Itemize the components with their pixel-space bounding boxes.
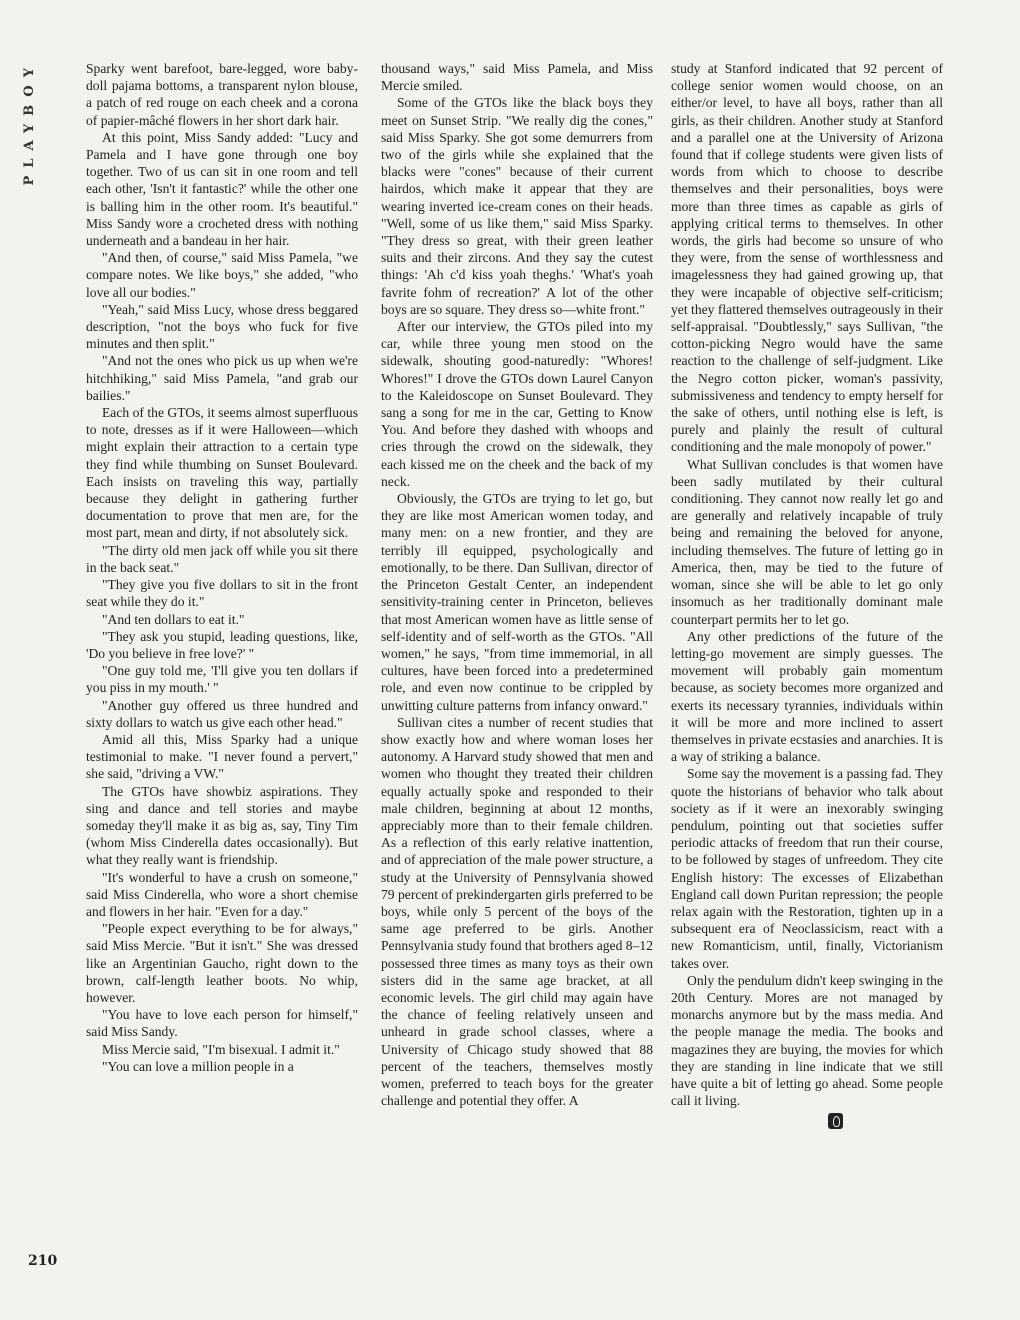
paragraph: "It's wonderful to have a crush on someone," said Miss Cinderella, who wore a short chemise and flowers in her hair. "Even for a day." xyxy=(86,869,358,919)
article-column-2 xyxy=(381,60,653,1109)
paragraph: Miss Mercie said, "I'm bisexual. I admit it." xyxy=(102,1041,340,1057)
paragraph: "Another guy offered us three hundred and sixty dollars to watch us give each other head." xyxy=(86,697,358,730)
paragraph: "And not the ones who pick us up when we're hitchhiking," said Miss Pamela, "and grab our bailies." xyxy=(86,353,358,403)
rabbit-end-mark-icon xyxy=(828,1113,843,1129)
article-column-1 xyxy=(86,60,358,1075)
paragraph: "People expect everything to be for always," said Miss Mercie. "But it isn't." She was dressed like an Argentinian Gaucho, right down to the brown, calf-length leather boots. No whip, however. xyxy=(86,921,358,1005)
paragraph: Only the pendulum didn't keep swinging in the 20th Century. Mores are not managed by monarchs anymore but by the mass media. And the people manage the media. The books and magazines they are buying, the movies for which they are standing in line indicate that we still have quite a bit of letting go ahead. Some people call it living. xyxy=(671,972,943,1109)
paragraph: What Sullivan concludes is that women have been sadly mutilated by their cultural conditioning. They cannot now really let go and are generally and relatively incapable of truly being and remaining the beloved for anyone, including themselves. The future of letting go in America, then, may be tied to the future of woman, since she will be able to let go only insomuch as her traditionally dominant male counterpart permits her to let go. xyxy=(671,456,943,627)
paragraph: The GTOs have showbiz aspirations. They sing and dance and tell stories and maybe someday they'll make it as big as, say, Tiny Tim (whom Miss Cinderella dates occasionally). But what they really want is friendship. xyxy=(86,783,358,868)
paragraph: thousand ways," said Miss Pamela, and Miss Mercie smiled. xyxy=(381,61,653,94)
article-column-3 xyxy=(671,60,943,1131)
paragraph: "You can love a million people in a xyxy=(102,1058,294,1074)
paragraph: Amid all this, Miss Sparky had a unique testimonial to make. "I never found a pervert," she said, "driving a VW." xyxy=(86,731,358,782)
paragraph: "One guy told me, 'I'll give you ten dollars if you piss in my mouth.' " xyxy=(86,663,358,696)
paragraph: Any other predictions of the future of the letting-go movement are simply guesses. The movement will probably gain momentum because, as society becomes more organized and exerts its necessary tyrannies, individuals within it will be more and more inclined to assert themselves in private ecstasies and anarchies. It is a way of striking a balance. xyxy=(671,628,943,765)
paragraph: Obviously, the GTOs are trying to let go, but they are like most American women today, and many men: on a new frontier, and they are terribly ill equipped, psychologically and emotionally, to be there. Dan Sullivan, director of the Princeton Gestalt Center, an independent sensitivity-training center in Princeton, believes that most American women have as little sense of self-identity and of self-worth as the GTOs. "All women," he says, "from time immemorial, in all cultures, have been forced into a predetermined role, and even now continue to be crippled by unwitting culture patterns from infancy onward." xyxy=(381,491,653,713)
paragraph: After our interview, the GTOs piled into my car, while three young men stood on the sidewalk, shouting good-naturedly: "Whores! Whores!" I drove the GTOs down Laurel Canyon to the Kaleidoscope on Sunset Boulevard. They sang a song for me in the car, Getting to Know You. And before they dashed with whoops and cries through the crowd on the sidewalk, they each kissed me on the cheek and the back of my neck. xyxy=(381,319,653,489)
paragraph: Some say the movement is a passing fad. They quote the historians of behavior who talk about society as if it were an inexorably swinging pendulum, pointing out that societies suffer periodic attacks of freedom that run their course, to be followed by stages of unfreedom. They cite English history: The excesses of Elizabethan England call down Puritan repression; the people relax again with the Restoration, tighten up in a subsequent era of Neoclassicism, react with a new Romanticism, until, finally, Victorianism takes over. xyxy=(671,766,943,971)
page-number: 210 xyxy=(28,1253,58,1269)
paragraph: Some of the GTOs like the black boys they meet on Sunset Strip. "We really dig the cones," said Miss Sparky. She got some demurrers from two of the girls while she explained that the blacks were "cones" because of their current hairdos, which make it appear that they are wearing inverted ice-cream cones on their heads. "Well, some of us like them," said Miss Sparky. "They dress so great, with their green leather suits and their zircons. And they say the cutest things: 'Ah c'd kiss yoah theghs.' 'What's yoah favrite fohm of recreation?' A lot of the other boys are so square. They dress so—white front." xyxy=(381,95,653,317)
paragraph: Sullivan cites a number of recent studies that show exactly how and where woman loses her autonomy. A Harvard study showed that men and women who thought they treated their children equally actually spoke and responded to their male children, beginning at about 12 months, appreciably more than to their female children. As a reflection of this early relative inattention, and of appreciation of the male power structure, a study at the University of Pennsylvania showed 79 percent of prekindergarten girls preferred to be boys, while only 5 percent of the boys of the same age preferred to be girls. Another Pennsylvania study found that brothers aged 8–12 possessed three times as many toys as their own sisters did in the same age bracket, at all economic levels. The girl child may again have the chance of feeling relatively unseen and unheard in grade school classes, where a University of Chicago study showed that 88 percent of the teachers, themselves mostly women, preferred to teach boys for the greater challenge and potential they offer. A xyxy=(381,714,653,1109)
paragraph: "They ask you stupid, leading questions, like, 'Do you believe in free love?' " xyxy=(86,628,358,661)
paragraph: study at Stanford indicated that 92 percent of college senior women would choose, on an either/or level, to have all boys, rather than all girls, as their children. Another study at Stanford and a parallel one at the University of Arizona found that if college students were given lists of words from which to choose to describe themselves and their personalities, boys were more than three times as capable as girls of applying critical terms to themselves. In other words, the girls had become so unsure of who they were, from the sense of worthlessness and imagelessness they had gained growing up, that they were incapable of objective self-criticism; yet they flattered themselves outrageously in their self-appraisal. "Doubtlessly," says Sullivan, "the cotton-picking Negro would have the same reaction to the challenge of self-judgment. Like the Negro cotton picker, woman's passivity, submissiveness and tendency to empty herself for the sake of others, until nothing else is left, is purely and plainly the result of cultural conditioning and the male monopoly of power." xyxy=(671,61,943,455)
magazine-masthead: PLAYBOY xyxy=(22,60,37,186)
paragraph: "And then, of course," said Miss Pamela, "we compare notes. We like boys," she added, "who love all our bodies." xyxy=(86,250,358,300)
paragraph: At this point, Miss Sandy added: "Lucy and Pamela and I have gone through one boy together. Two of us can sit in one room and tell each other, 'Isn't it fantastic?' while the other one is balling him in the other room. It's beautiful." Miss Sandy wore a crocheted dress with nothing underneath and a bandeau in her hair. xyxy=(86,129,358,249)
paragraph: "They give you five dollars to sit in the front seat while they do it." xyxy=(86,577,358,610)
paragraph: "Yeah," said Miss Lucy, whose dress beggared description, "not the boys who fuck for five minutes and then split." xyxy=(86,301,358,352)
paragraph: Sparky went barefoot, bare-legged, wore baby-doll pajama bottoms, a transparent nylon blouse, a patch of red rouge on each cheek and a corona of papier-mâché flowers in her short dark hair. xyxy=(86,61,358,128)
paragraph: "The dirty old men jack off while you sit there in the back seat." xyxy=(86,542,358,575)
paragraph: Each of the GTOs, it seems almost superfluous to note, dresses as if it were Halloween—which might explain their attraction to a certain type they find while thumbing on Sunset Boulevard. Each insists on traveling this way, partially because they delight in gathering further documentation to prove that men are, for the most part, mean and dirty, if not absolutely sick. xyxy=(86,405,358,541)
paragraph: "And ten dollars to eat it." xyxy=(102,611,245,627)
paragraph: "You have to love each person for himself," said Miss Sandy. xyxy=(86,1007,358,1040)
